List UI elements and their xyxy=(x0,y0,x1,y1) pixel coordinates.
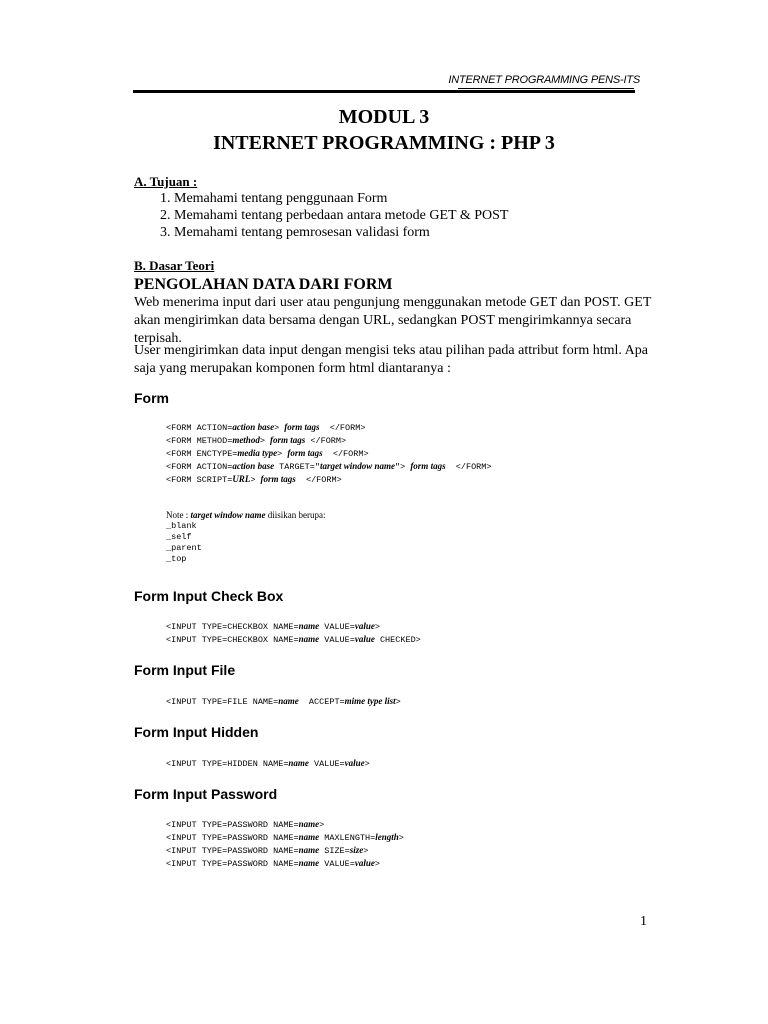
code-text: > xyxy=(250,475,261,485)
code-text: > xyxy=(319,820,325,830)
code-text: SIZE= xyxy=(319,846,350,856)
code-text: </FORM> xyxy=(305,436,347,446)
code-text: <INPUT TYPE=CHECKBOX NAME= xyxy=(166,622,299,632)
goals-list xyxy=(134,190,694,241)
form-code-block xyxy=(166,421,492,486)
code-placeholder: value xyxy=(354,621,375,631)
goal-item: 3. Memahami tentang pemrosesan validasi form xyxy=(174,224,694,241)
code-placeholder: name xyxy=(298,621,320,631)
page-number: 1 xyxy=(640,914,647,929)
code-text: <INPUT TYPE=HIDDEN NAME= xyxy=(166,759,289,769)
code-line xyxy=(166,434,492,447)
note-prefix: Note : xyxy=(166,510,191,520)
goal-item: 2. Memahami tentang perbedaan antara metode GET & POST xyxy=(174,207,694,224)
code-placeholder: value xyxy=(344,758,365,768)
hidden-code-block xyxy=(166,757,370,770)
code-line xyxy=(166,757,370,770)
code-text: > xyxy=(374,859,380,869)
code-text: > xyxy=(398,833,404,843)
code-line xyxy=(166,857,404,870)
header-rule-thin xyxy=(458,88,634,89)
header-rule-thick xyxy=(133,90,635,93)
code-placeholder: form tags xyxy=(270,435,306,445)
code-placeholder: form tags xyxy=(287,448,323,458)
target-values-list xyxy=(166,521,202,565)
code-text: > xyxy=(277,449,288,459)
code-text: <FORM ACTION= xyxy=(166,423,233,433)
code-text: <INPUT TYPE=FILE NAME= xyxy=(166,697,279,707)
code-placeholder: value xyxy=(354,634,375,644)
hidden-heading: Form Input Hidden xyxy=(134,724,259,740)
code-placeholder: action base xyxy=(232,422,275,432)
code-placeholder: form tags xyxy=(410,461,446,471)
password-heading: Form Input Password xyxy=(134,786,278,802)
code-text: <INPUT TYPE=CHECKBOX NAME= xyxy=(166,635,299,645)
code-text: <FORM SCRIPT= xyxy=(166,475,233,485)
code-text: VALUE= xyxy=(319,635,355,645)
code-line xyxy=(166,473,492,486)
code-text: > xyxy=(395,697,401,707)
code-text: VALUE= xyxy=(308,759,345,769)
code-placeholder: name xyxy=(278,696,299,706)
code-placeholder: name xyxy=(288,758,309,768)
target-note xyxy=(166,510,326,520)
code-text: <FORM ACTION= xyxy=(166,462,233,472)
code-text: <FORM METHOD= xyxy=(166,436,233,446)
code-text: </FORM> xyxy=(319,423,366,433)
code-text: <FORM ENCTYPE= xyxy=(166,449,238,459)
code-placeholder: form tags xyxy=(284,422,320,432)
form-heading: Form xyxy=(134,390,169,406)
code-placeholder: URL xyxy=(232,474,251,484)
code-text: "> xyxy=(395,462,411,472)
code-line xyxy=(166,633,421,646)
code-text: <INPUT TYPE=PASSWORD NAME= xyxy=(166,859,299,869)
code-line xyxy=(166,844,404,857)
code-text: CHECKED> xyxy=(374,635,421,645)
code-text: </FORM> xyxy=(322,449,369,459)
code-text: > xyxy=(274,423,285,433)
code-placeholder: length xyxy=(375,832,399,842)
module-subtitle: INTERNET PROGRAMMING : PHP 3 xyxy=(213,132,555,154)
file-code-block xyxy=(166,695,401,708)
note-suffix: diisikan berupa: xyxy=(265,510,326,520)
code-line xyxy=(166,818,404,831)
code-placeholder: name xyxy=(298,832,320,842)
code-text: </FORM> xyxy=(445,462,492,472)
section-heading: PENGOLAHAN DATA DARI FORM xyxy=(134,276,393,293)
checkbox-heading: Form Input Check Box xyxy=(134,588,284,604)
code-line xyxy=(166,620,421,633)
code-placeholder: name xyxy=(298,845,320,855)
code-placeholder: name xyxy=(298,819,320,829)
target-value: _self xyxy=(166,532,192,542)
code-line xyxy=(166,831,404,844)
code-text: VALUE= xyxy=(319,622,355,632)
target-value: _blank xyxy=(166,521,197,531)
code-placeholder: mime type list xyxy=(344,696,396,706)
code-text: > xyxy=(363,846,369,856)
code-placeholder: method xyxy=(232,435,260,445)
section-b-label: B. Dasar Teori xyxy=(134,258,215,273)
code-text: <INPUT TYPE=PASSWORD NAME= xyxy=(166,820,299,830)
code-text: > xyxy=(374,622,380,632)
running-header: INTERNET PROGRAMMING PENS-ITS xyxy=(448,74,640,86)
target-value: _top xyxy=(166,554,187,564)
goal-item: 1. Memahami tentang penggunaan Form xyxy=(174,190,694,207)
code-placeholder: size xyxy=(349,845,364,855)
intro-paragraph-2: User mengirimkan data input dengan mengisi teks atau pilihan pada attribut form html. Apa saja yang merupakan komponen form html diantaranya : xyxy=(134,343,648,376)
code-placeholder: form tags xyxy=(260,474,296,484)
code-line xyxy=(166,447,492,460)
code-placeholder: name xyxy=(298,858,320,868)
section-a-label: A. Tujuan : xyxy=(134,174,198,189)
code-line xyxy=(166,460,492,473)
code-text: TARGET=" xyxy=(274,462,320,472)
code-text: VALUE= xyxy=(319,859,355,869)
code-placeholder: target window name xyxy=(319,461,395,471)
code-placeholder: value xyxy=(354,858,375,868)
code-text: </FORM> xyxy=(295,475,342,485)
code-text: <INPUT TYPE=PASSWORD NAME= xyxy=(166,846,299,856)
code-text: ACCEPT= xyxy=(298,697,345,707)
code-line xyxy=(166,695,401,708)
code-placeholder: media type xyxy=(237,448,278,458)
code-text: MAXLENGTH= xyxy=(319,833,376,843)
code-text: <INPUT TYPE=PASSWORD NAME= xyxy=(166,833,299,843)
note-var: target window name xyxy=(190,510,266,520)
intro-paragraph: Web menerima input dari user atau pengunjung menggunakan metode GET dan POST. GET akan mengirimkan data bersama dengan URL, sedangkan POST mengirimkannya secara terpisah. xyxy=(134,295,652,346)
code-placeholder: action base xyxy=(232,461,275,471)
code-line xyxy=(166,421,492,434)
code-text: > xyxy=(259,436,271,446)
module-title: MODUL 3 xyxy=(338,106,430,128)
checkbox-code-block xyxy=(166,620,421,646)
code-text: > xyxy=(364,759,370,769)
target-value: _parent xyxy=(166,543,202,553)
password-code-block xyxy=(166,818,404,870)
code-placeholder: name xyxy=(298,634,320,644)
file-heading: Form Input File xyxy=(134,662,236,678)
